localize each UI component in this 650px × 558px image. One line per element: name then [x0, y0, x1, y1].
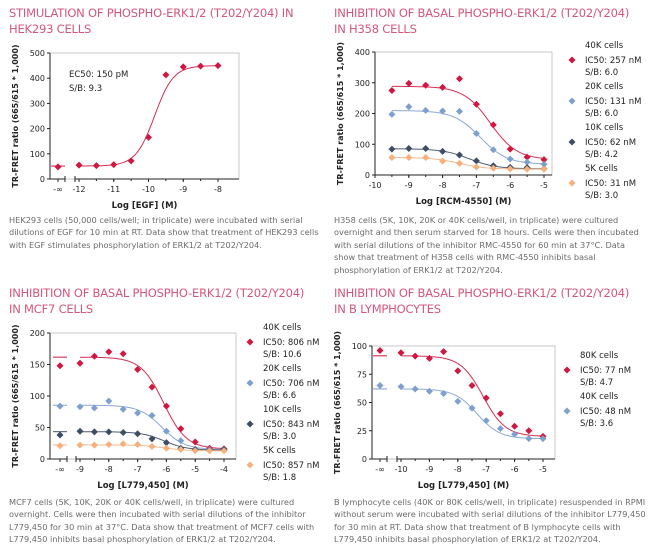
chart-3-data-point — [134, 441, 141, 448]
chart-1-y-tick-label: 100 — [29, 149, 45, 159]
chart-4-fit-curve-2 — [401, 389, 543, 439]
chart-2-data-point — [473, 157, 480, 164]
chart-2-x-tick-label: -6 — [506, 181, 515, 190]
chart-3-y-axis-label: TR-FRET ratio (665/615 * 1,000) — [11, 324, 20, 468]
chart-2-legend-name-3: 10K cells — [585, 123, 624, 133]
chart-2-x-tick-label: -10 — [368, 181, 382, 190]
chart-2-y-tick-label: 400 — [354, 48, 370, 57]
chart-1-x-tick-label: -9 — [179, 185, 188, 194]
chart-2-legend-marker-4 — [569, 180, 576, 187]
chart-1-data-point — [215, 62, 222, 69]
chart-2-legend-name-2: 20K cells — [585, 82, 624, 92]
chart-3-x-axis-label: Log [L779,450] (M) — [97, 481, 189, 491]
chart-1-x-tick-label: -∞ — [53, 185, 63, 194]
chart-4-data-point — [497, 425, 504, 432]
chart-1-y-tick-label: 300 — [29, 99, 45, 109]
chart-2-data-point — [405, 80, 412, 87]
chart-3-x-tick-label: -7 — [133, 465, 142, 474]
chart-3-x-tick-label: -5 — [191, 465, 200, 474]
chart-4-x-tick-label: -5 — [539, 465, 547, 474]
chart-2-data-point — [422, 107, 429, 114]
chart-4-legend-ic50-2: IC50: 48 nM — [580, 407, 632, 417]
chart-1-fit-curve-1 — [79, 66, 218, 166]
chart-4-data-point — [454, 398, 461, 405]
chart-2-data-point — [456, 75, 463, 82]
chart-1-y-axis-label: TR-FRET ratio (665/615 * 1,000) — [11, 44, 20, 188]
chart-4-y-tick-label: 25 — [356, 426, 367, 436]
chart-3-x-tick-label: -∞ — [55, 465, 65, 474]
chart-3-fit-curve-1 — [80, 357, 224, 448]
chart-3-legend-marker-4 — [247, 462, 254, 469]
chart-3-legend-ic50-1: IC50: 806 nM — [263, 338, 320, 348]
chart-2-legend-marker-1 — [569, 57, 576, 64]
chart-2-data-point — [388, 146, 395, 153]
chart-4-y-tick-label: 100 — [351, 342, 367, 351]
chart-2-y-axis-label: TR-FRET ratio (665/615 * 1,000) — [336, 41, 345, 186]
chart-3-y-tick-label: 100 — [29, 392, 45, 401]
chart-4-data-point — [398, 349, 405, 356]
chart-2-legend-sb-1: S/B: 6.0 — [585, 68, 619, 78]
chart-3-data-point — [77, 428, 84, 435]
chart-2-data-point — [405, 145, 412, 152]
chart-2-data-point — [388, 87, 395, 94]
chart-3-legend-ic50-3: IC50: 843 nM — [263, 420, 320, 430]
panel-1-caption: HEK293 cells (50,000 cells/well; in triplicate) were incubated with serial dilutions of EGF for 10 min at RT. Data show that treatment of HEK293 cells with EGF stimulates phosphorylation of ERK1/2 at T202/Y204. — [9, 215, 319, 250]
chart-4-x-tick-label: -7 — [482, 465, 491, 474]
chart-3-x-tick-label: -9 — [76, 465, 84, 474]
chart-1-data-point — [145, 134, 152, 141]
chart-3-data-point — [105, 428, 112, 435]
chart-4-data-point — [377, 382, 384, 389]
chart-3-data-point — [105, 441, 112, 448]
chart-4-legend-ic50-1: IC50: 77 nM — [580, 366, 632, 376]
chart-2-x-tick-label: -7 — [472, 181, 481, 190]
chart-2-legend-ic50-2: IC50: 131 nM — [585, 97, 642, 107]
chart-2-y-tick-label: 200 — [354, 109, 370, 119]
chart-2-data-point — [388, 154, 395, 161]
chart-1-x-axis-label: Log [EGF] (M) — [111, 201, 178, 211]
chart-4-data-point — [454, 367, 461, 374]
chart-3-legend-sb-1: S/B: 10.6 — [263, 350, 302, 360]
chart-4-data-point — [469, 382, 476, 389]
chart-3-y-tick-label: 200 — [29, 329, 45, 338]
chart-2-x-tick-label: -8 — [438, 181, 447, 190]
chart-3-data-point — [120, 350, 127, 357]
chart-2-legend-sb-2: S/B: 6.0 — [585, 109, 619, 119]
chart-2-y-tick-label: 100 — [354, 140, 370, 150]
chart-4-data-point — [377, 347, 384, 354]
chart-3-data-point — [91, 442, 98, 449]
chart-3-data-point — [91, 353, 98, 360]
chart-3-data-point — [57, 403, 64, 410]
chart-4-x-tick-label: -∞ — [375, 465, 385, 474]
panel-3-caption: MCF7 cells (5K, 10K, 20K or 40K cells/well, in triplicate) were cultured overnight. Cells were then incubated with serial dilutions of the inhibitor L779,450 for 30 min at 37°C. Data show that treatment of MCF7 cells with L779,450 inhibits basal phosphorylation of ERK1/2 at T202/Y204. — [9, 497, 315, 545]
chart-1-data-point — [128, 157, 135, 164]
chart-2-y-tick-label: 0 — [364, 171, 370, 180]
chart-2-y-tick-label: 300 — [354, 78, 370, 88]
panel-1-title: STIMULATION OF PHOSPHO-ERK1/2 (T202/Y204) IN HEK293 CELLS — [9, 6, 294, 36]
chart-4-data-point — [483, 417, 490, 424]
chart-4-data-point — [511, 423, 518, 430]
chart-2-data-point — [388, 111, 395, 118]
panel-3-title: INHIBITION OF BASAL PHOSPHO-ERK1/2 (T202/Y204) IN MCF7 CELLS — [9, 286, 305, 316]
chart-3-legend-sb-4: S/B: 1.8 — [263, 473, 297, 483]
chart-2-data-point — [490, 121, 497, 128]
chart-2-data-point — [439, 148, 446, 155]
chart-2-x-tick-label: -5 — [540, 181, 548, 190]
chart-2-fit-curve-3 — [392, 149, 544, 169]
chart-1-sb-annotation: S/B: 9.3 — [69, 84, 103, 94]
chart-3-legend-ic50-4: IC50: 857 nM — [263, 461, 320, 471]
chart-4-legend-sb-1: S/B: 4.7 — [580, 378, 614, 388]
chart-3-legend-name-2: 20K cells — [263, 364, 302, 374]
chart-4-y-tick-label: 0 — [361, 455, 367, 464]
chart-3-data-point — [163, 445, 170, 452]
chart-1-y-tick-label: 200 — [29, 124, 45, 134]
chart-1-y-tick-label: 500 — [29, 49, 45, 58]
chart-2-data-point — [473, 101, 480, 108]
chart-2-data-point — [422, 154, 429, 161]
chart-4-x-tick-label: -6 — [510, 465, 519, 474]
chart-3-legend-sb-3: S/B: 3.0 — [263, 432, 297, 442]
chart-3-data-point — [105, 398, 112, 405]
chart-4-legend-sb-2: S/B: 3.6 — [580, 419, 614, 429]
chart-2-data-point — [405, 154, 412, 161]
chart-1-data-point — [162, 71, 169, 78]
chart-3-data-point — [105, 348, 112, 355]
chart-1-y-tick-label: 0 — [39, 175, 45, 184]
chart-2-x-axis-label: Log [RCM-4550] (M) — [415, 197, 512, 207]
chart-2-data-point — [422, 145, 429, 152]
chart-3-data-point — [57, 362, 64, 369]
chart-1-x-tick-label: -10 — [141, 185, 156, 194]
chart-1-x-tick-label: -11 — [107, 185, 121, 194]
chart-3-legend-marker-2 — [247, 380, 254, 387]
chart-1-y-tick-label: 400 — [29, 74, 45, 84]
chart-2-legend-sb-4: S/B: 3.0 — [585, 191, 619, 201]
chart-1-ec50-annotation: EC50: 150 pM — [69, 70, 129, 80]
chart-2-data-point — [439, 84, 446, 91]
chart-2-legend-marker-2 — [569, 98, 576, 105]
chart-2-data-point — [456, 152, 463, 159]
chart-2-fit-curve-4 — [392, 158, 544, 170]
chart-2-fit-curve-2 — [392, 111, 544, 164]
chart-2-data-point — [422, 82, 429, 89]
chart-2-legend-marker-3 — [569, 139, 576, 146]
chart-3-x-tick-label: -6 — [162, 465, 171, 474]
chart-1-data-point — [110, 161, 117, 168]
chart-1-data-point — [55, 163, 62, 170]
chart-2-data-point — [541, 166, 548, 173]
chart-4-legend-name-1: 80K cells — [580, 351, 619, 361]
chart-3-y-tick-label: 150 — [29, 360, 45, 370]
chart-3-y-tick-label: 0 — [39, 455, 45, 464]
chart-1-data-point — [93, 162, 100, 169]
chart-1-x-tick-label: -12 — [72, 185, 86, 194]
chart-3-fit-curve-2 — [80, 405, 224, 449]
chart-4-data-point — [426, 388, 433, 395]
chart-2-data-point — [456, 108, 463, 115]
panel-4-title: INHIBITION OF BASAL PHOSPHO-ERK1/2 (T202/Y204) IN B LYMPHOCYTES — [334, 286, 630, 316]
chart-4-x-tick-label: -9 — [425, 465, 434, 474]
chart-4-legend-marker-2 — [564, 408, 571, 415]
chart-3-data-point — [91, 428, 98, 435]
chart-3-legend-name-1: 40K cells — [263, 323, 302, 333]
chart-2-fit-curve-1 — [392, 86, 544, 158]
chart-2-data-point — [439, 158, 446, 165]
chart-3-data-point — [177, 425, 184, 432]
chart-2-legend-ic50-4: IC50: 31 nM — [585, 179, 637, 189]
chart-1-data-point — [76, 162, 83, 169]
chart-3-data-point — [77, 360, 84, 367]
chart-3-legend-sb-2: S/B: 6.6 — [263, 391, 297, 401]
chart-2-legend-name-4: 5K cells — [585, 164, 618, 174]
chart-2-legend-ic50-3: IC50: 62 nM — [585, 138, 637, 148]
chart-3-legend-marker-3 — [247, 421, 254, 428]
chart-3-x-tick-label: -4 — [220, 465, 228, 474]
chart-3-legend-name-4: 5K cells — [263, 446, 296, 456]
chart-2-data-point — [456, 160, 463, 167]
chart-2-data-point — [405, 103, 412, 110]
chart-4-y-tick-label: 75 — [356, 370, 367, 380]
chart-3-data-point — [149, 412, 156, 419]
chart-4-data-point — [525, 435, 532, 442]
chart-3-data-point — [57, 432, 64, 439]
chart-4-x-axis-label: Log [L779,450] (M) — [417, 481, 510, 491]
chart-3-legend-name-3: 10K cells — [263, 405, 302, 415]
chart-3-x-tick-label: -8 — [104, 465, 113, 474]
chart-3-data-point — [120, 429, 127, 436]
chart-4-legend-marker-1 — [564, 367, 571, 374]
chart-3-data-point — [77, 403, 84, 410]
chart-3-data-point — [120, 440, 127, 447]
chart-2-data-point — [473, 164, 480, 171]
chart-4-fit-curve-1 — [401, 356, 543, 436]
chart-4-data-point — [412, 385, 419, 392]
chart-2-legend-name-1: 40K cells — [585, 41, 624, 51]
chart-3-data-point — [149, 443, 156, 450]
chart-1-data-point — [197, 63, 204, 70]
chart-3-data-point — [77, 442, 84, 449]
chart-4-y-axis-label: TR-FRET ratio (665/615 * 1,000) — [333, 330, 342, 475]
chart-4-data-point — [525, 427, 532, 434]
chart-3-data-point — [134, 430, 141, 437]
chart-1-x-tick-label: -8 — [214, 185, 222, 194]
chart-2-legend-sb-3: S/B: 4.2 — [585, 150, 619, 160]
chart-2-data-point — [507, 146, 514, 153]
panel-4-caption: B lymphocyte cells (40K or 80K cells/well, in triplicate) resuspended in RPMI without serum were incubated with serial dilutions of the inhibitor L779,450 for 30 min at RT. Data show that treatment of B lymphocyte cells with L779,450 inhibits basal phosphorylation of ERK1/2 at T202/Y204. — [334, 497, 646, 545]
chart-3-legend-marker-1 — [247, 339, 254, 346]
chart-4-legend-name-2: 40K cells — [580, 392, 619, 402]
chart-3-data-point — [57, 442, 64, 449]
chart-4-data-point — [497, 410, 504, 417]
chart-4-data-point — [412, 353, 419, 360]
chart-3-data-point — [149, 435, 156, 442]
chart-2-x-tick-label: -9 — [404, 181, 413, 190]
chart-4-x-tick-label: -10 — [394, 465, 408, 474]
chart-2-legend-ic50-1: IC50: 257 nM — [585, 56, 642, 66]
chart-4-data-point — [440, 348, 447, 355]
chart-3-y-tick-label: 50 — [34, 423, 45, 433]
chart-4-plot-frame — [372, 346, 555, 459]
panel-2-caption: H358 cells (5K, 10K, 20K or 40K cells/well, in triplicate) were cultured overnight and then serum starved for 18 hours. Cells were then incubated with serial dilutions of the inhibitor RMC-4550 for 60 min at 37°C. Data show that treatment of H358 cells with RMC-4550 inhibits basal phosphorylation of ERK1/2 at T202/Y204. — [334, 215, 639, 275]
chart-4-data-point — [483, 394, 490, 401]
panel-2-title: INHIBITION OF BASAL PHOSPHO-ERK1/2 (T202/Y204) IN H358 CELLS — [334, 6, 630, 36]
chart-2-data-point — [507, 156, 514, 163]
chart-3-plot-frame — [50, 333, 236, 459]
chart-4-x-tick-label: -8 — [453, 465, 462, 474]
chart-3-legend-ic50-2: IC50: 706 nM — [263, 379, 320, 389]
chart-4-y-tick-label: 50 — [356, 398, 367, 408]
